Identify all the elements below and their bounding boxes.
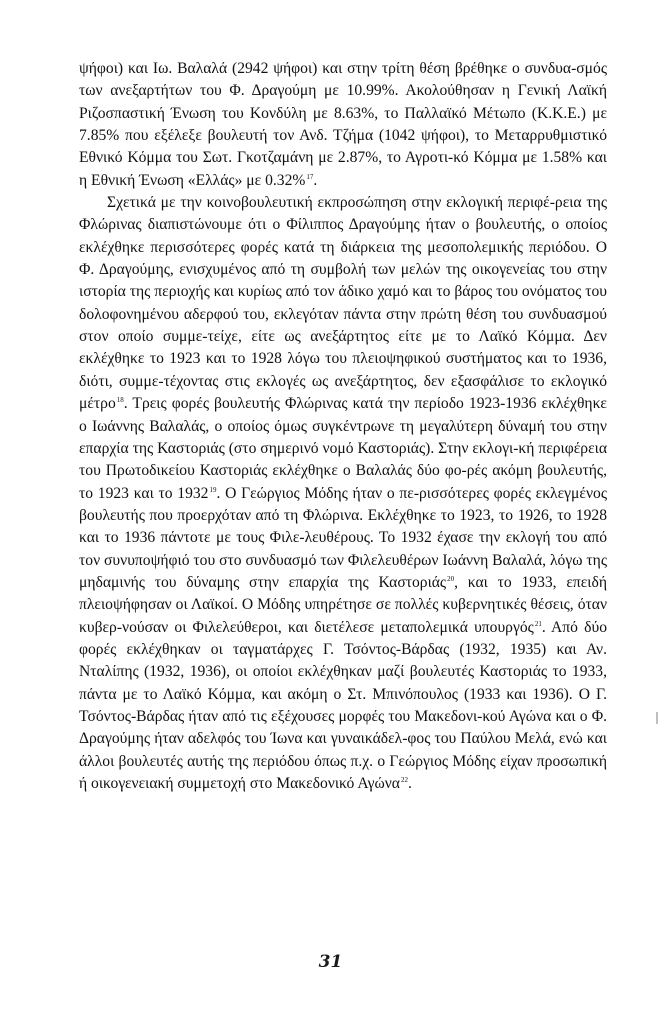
footnote-ref-20: 20 [447,574,455,583]
footnote-ref-17: 17 [306,172,314,181]
footnote-ref-21: 21 [534,619,542,628]
paragraph-election-results [79,58,607,192]
paragraph-text: Σχετικά με την κοινοβουλευτική εκπροσώπηση στην εκλογική περιφέ-ρεια της Φλώρινας διαπιστώνουμε ότι ο Φίλιππος Δραγούμης ήταν ο βουλευτής, ο οποίος εκλέχθηκε περισσότερες φορές κατά τη διάρκεια της μεσοπολεμικής περιόδου. Ο Φ. Δραγούμης, ενισχυμένος από τη συμβολή των μελών της οικογενείας του στην ιστορία της περιοχής και κυρίως από τον άδικο χαμό και το βάρος του ονόματος του δολοφονημένου αδερφού του, εκλεγόταν πάντα στην πρώτη θέση του συνδυασμού στον οποίο συμμε-τείχε, είτε ως ανεξάρτητος είτε με το Λαϊκό Κόμμα. Δεν εκλέχθηκε το 1923 και το 1928 λόγω του πλειοψηφικού συστήματος και το 1936, διότι, συμμε-τέχοντας στις εκλογές ως ανεξάρτητος, δεν εξασφάλισε το εκλογικό μέτρο [79,194,607,413]
scan-edge-mark [656,712,658,724]
paragraph-parliamentary-representation [79,192,607,795]
paragraph-text: . [407,775,412,792]
paragraph-text: . Τρεις φορές βουλευτής Φλώρινας κατά την περίοδο 1923-1936 εκλέχθηκε ο Ιωάννης Βαλαλάς, ο οποίος όμως συγκέντρωνε τη μεγαλύτερη δύναμή του στην επαρχία της Καστοριάς (στο σημερινό νομό Καστοριάς). Στην εκλογι-κή περιφέρεια του Πρωτοδικείου Καστοριάς εκλέχθηκε ο Βαλαλάς δύο φο-ρές ακόμη βουλευτής, το 1923 και το 1932 [79,395,607,502]
paragraph-text: . Από δύο φορές εκλέχθηκαν οι ταγματάρχες Γ. Τσόντος-Βάρδας (1932, 1935) και Αν. Νταλίπης (1932, 1936), οι οποίοι εκλέχθηκαν μαζί βουλευτές Καστοριάς το 1933, πάντα με το Λαϊκό Κόμμα, και ακόμη ο Στ. Μπινόπουλος (1933 και 1936). Ο Γ. Τσόντος-Βάρδας ήταν από τις εξέχουσες μορφές του Μακεδονι-κού Αγώνα και ο Φ. Δραγούμης ήταν αδελφός του Ίωνα και γυναικάδελ-φος του Παύλου Μελά, ενώ και άλλοι βουλευτές αυτής της περιόδου όπως π.χ. ο Γεώργιος Μόδης είχαν προσωπική ή οικογενειακή συμμετοχή στο Μακεδονικό Αγώνα [79,618,607,792]
footnote-ref-19: 19 [209,485,217,494]
paragraph-text: ψήφοι) και Ιω. Βαλαλά (2942 ψήφοι) και στην τρίτη θέση βρέθηκε ο συνδυα-σμός των ανεξαρτήτων του Φ. Δραγούμη με 10.99%. Ακολούθησαν η Γενική Λαϊκή Ριζοσπαστική Ένωση του Κονδύλη με 8.63%, το Παλλαϊκό Μέτωπο (Κ.Κ.Ε.) με 7.85% που εξέλεξε βουλευτή τον Ανδ. Τζήμα (1042 ψήφοι), το Μεταρρυθμιστικό Εθνικό Κόμμα του Σωτ. Γκοτζαμάνη με 2.87%, το Αγροτι-κό Κόμμα με 1.58% και η Εθνική Ένωση «Ελλάς» με 0.32% [79,60,607,189]
paragraph-text: . Ο Γεώργιος Μόδης ήταν ο πε-ρισσότερες φορές εκλεγμένος βουλευτής που προερχόταν από τη Φλώρινα. Εκλέχθηκε το 1923, το 1926, το 1928 και το 1936 πάντοτε με τους Φιλε-λευθέρους. Το 1932 έχασε την εκλογή του από τον συνυποψήφιό του στο συνδυασμό των Φιλελευθέρων Ιωάννη Βαλαλά, λόγω της μηδαμινής του δύναμης στην επαρχία της Καστοριάς [79,484,607,591]
page-body-text [79,58,607,795]
footnote-ref-18: 18 [116,396,124,405]
paragraph-text: , και το 1933, επειδή πλειοψήφησαν οι Λαϊκοί. Ο Μόδης υπηρέτησε σε πολλές κυβερνητικές θέσεις, όταν κυβερ-νούσαν οι Φιλελεύθεροι, και διετέλεσε μεταπολεμικά υπουργός [79,573,607,636]
paragraph-text: . [313,171,318,189]
footnote-ref-22: 22 [400,776,408,784]
page-number: 31 [318,952,343,972]
